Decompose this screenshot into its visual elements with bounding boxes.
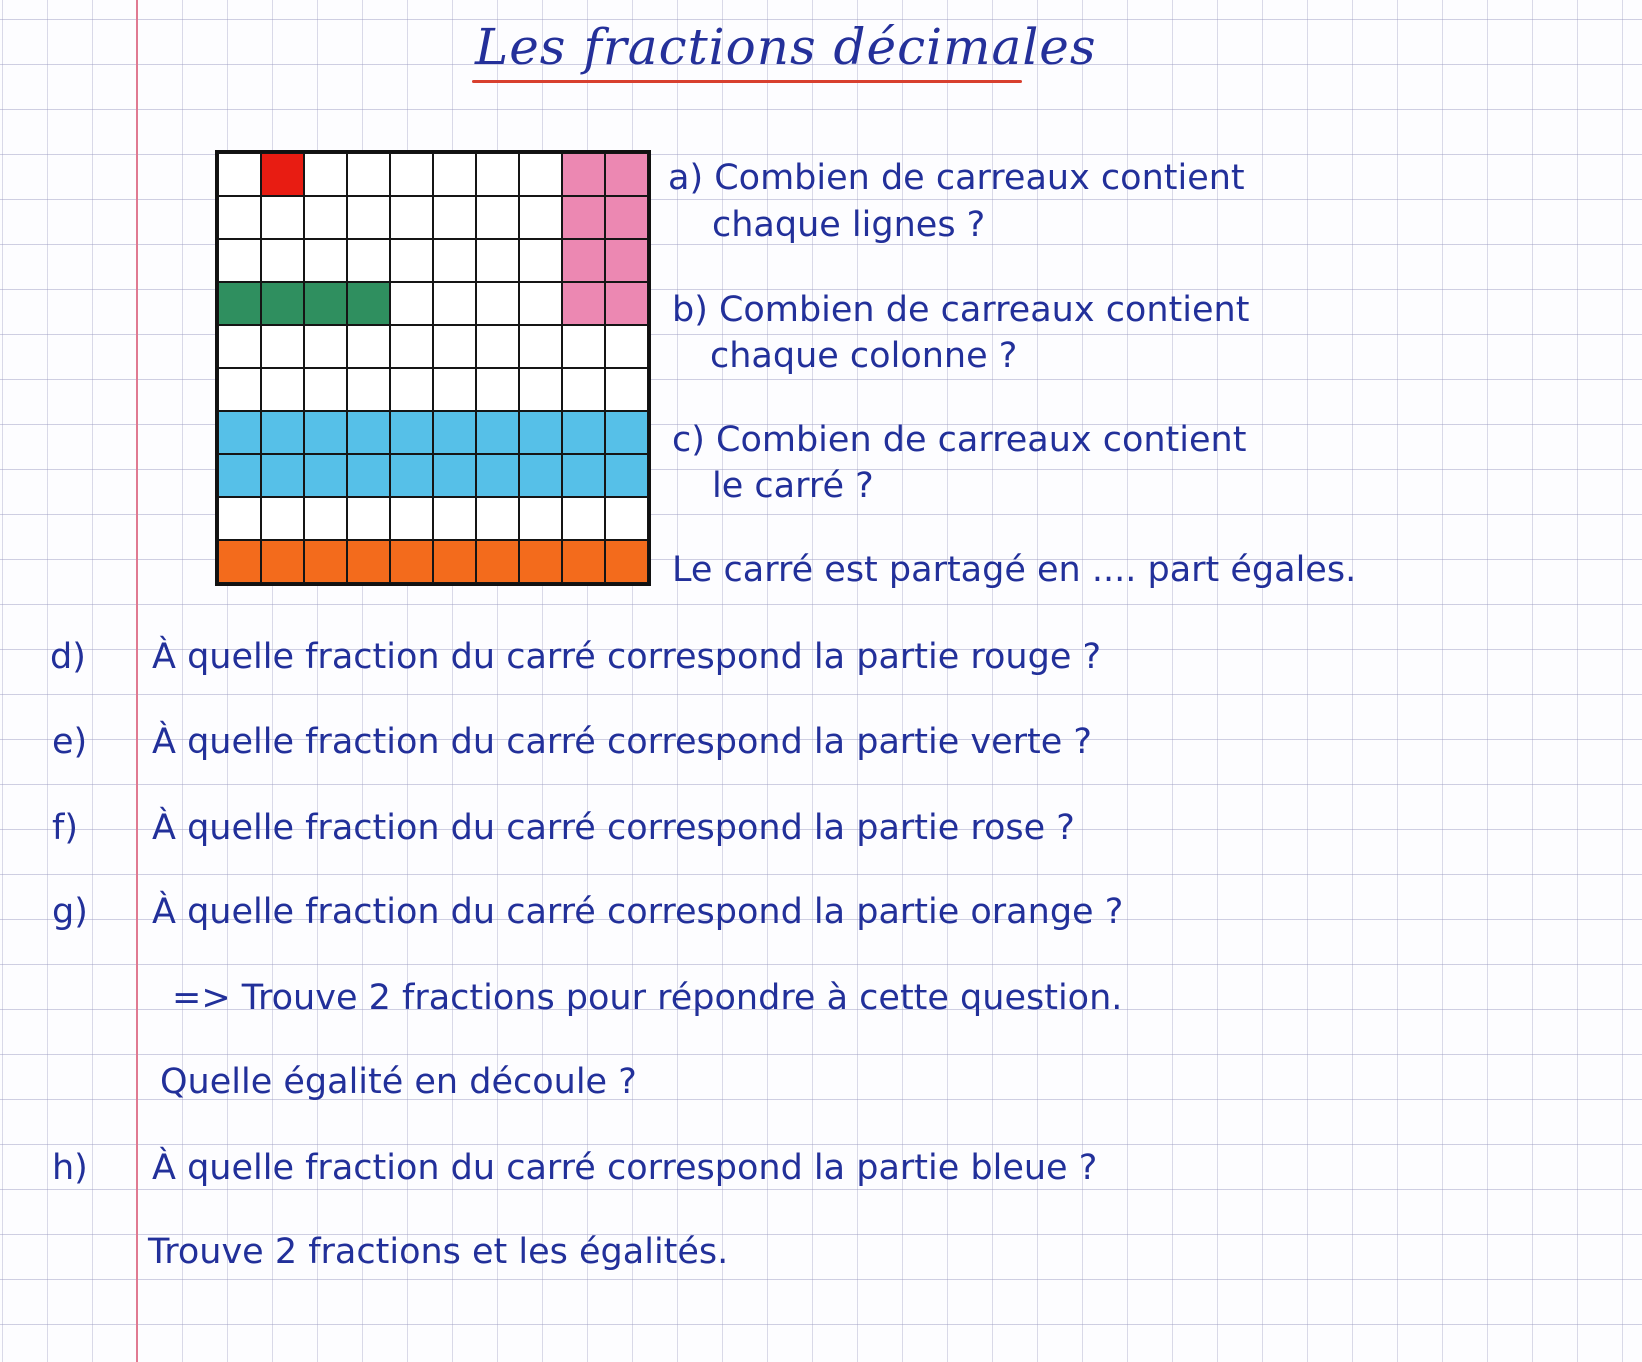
grid-cell-blue <box>261 411 304 454</box>
grid-cell-white <box>390 282 433 325</box>
grid-cell-orange <box>218 540 261 583</box>
grid-cell-white <box>304 497 347 540</box>
grid-cell-orange <box>433 540 476 583</box>
grid-cell-white <box>304 325 347 368</box>
grid-cell-white <box>433 282 476 325</box>
grid-cell-blue <box>476 411 519 454</box>
page-title: Les fractions décimales <box>475 18 1097 76</box>
grid-cell-white <box>218 497 261 540</box>
grid-cell-white <box>218 196 261 239</box>
question-h-hint: Trouve 2 fractions et les égalités. <box>148 1232 729 1272</box>
grid-cell-blue <box>218 454 261 497</box>
question-g-label: g) <box>52 892 88 932</box>
question-f: À quelle fraction du carré correspond la partie rose ? <box>152 808 1075 848</box>
grid-cell-white <box>433 153 476 196</box>
grid-cell-white <box>519 239 562 282</box>
question-f-label: f) <box>52 808 78 848</box>
grid-cell-blue <box>605 411 648 454</box>
grid-cell-blue <box>347 454 390 497</box>
grid-cell-white <box>347 196 390 239</box>
grid-cell-white <box>261 325 304 368</box>
grid-cell-pink <box>605 282 648 325</box>
question-g-equality: Quelle égalité en découle ? <box>160 1062 637 1102</box>
grid-cell-blue <box>433 454 476 497</box>
grid-cell-pink <box>562 196 605 239</box>
grid-cell-white <box>519 153 562 196</box>
question-h: À quelle fraction du carré correspond la partie bleue ? <box>152 1148 1098 1188</box>
grid-cell-white <box>347 325 390 368</box>
grid-cell-blue <box>605 454 648 497</box>
grid-cell-white <box>218 153 261 196</box>
grid-cell-white <box>390 239 433 282</box>
grid-cell-orange <box>605 540 648 583</box>
grid-cell-white <box>605 497 648 540</box>
grid-cell-orange <box>476 540 519 583</box>
grid-cell-white <box>605 325 648 368</box>
grid-cell-white <box>519 282 562 325</box>
grid-cell-pink <box>562 282 605 325</box>
question-g-hint: => Trouve 2 fractions pour répondre à cette question. <box>172 978 1123 1018</box>
grid-cell-white <box>562 368 605 411</box>
grid-cell-blue <box>476 454 519 497</box>
grid-cell-white <box>261 497 304 540</box>
grid-cell-white <box>476 196 519 239</box>
title-underline <box>472 80 1022 83</box>
grid-cell-white <box>304 239 347 282</box>
grid-cell-blue <box>218 411 261 454</box>
grid-cell-white <box>519 497 562 540</box>
grid-cell-white <box>519 368 562 411</box>
grid-cell-blue <box>261 454 304 497</box>
question-d: À quelle fraction du carré correspond la partie rouge ? <box>152 637 1102 677</box>
grid-cell-blue <box>433 411 476 454</box>
grid-cell-green <box>304 282 347 325</box>
grid-cell-blue <box>519 411 562 454</box>
grid-cell-white <box>390 497 433 540</box>
grid-cell-blue <box>519 454 562 497</box>
notebook-margin-line <box>136 0 138 1362</box>
grid-cell-white <box>476 497 519 540</box>
question-e: À quelle fraction du carré correspond la partie verte ? <box>152 722 1092 762</box>
grid-cell-green <box>218 282 261 325</box>
grid-cell-white <box>218 325 261 368</box>
grid-cell-white <box>476 239 519 282</box>
grid-cell-white <box>433 325 476 368</box>
grid-cell-blue <box>562 454 605 497</box>
grid-cell-white <box>304 153 347 196</box>
grid-cell-white <box>218 368 261 411</box>
grid-cell-white <box>562 497 605 540</box>
grid-cell-white <box>347 368 390 411</box>
question-e-label: e) <box>52 722 88 762</box>
grid-cell-pink <box>562 239 605 282</box>
grid-cell-blue <box>390 411 433 454</box>
grid-cell-white <box>433 368 476 411</box>
grid-cell-pink <box>605 153 648 196</box>
grid-cell-white <box>519 325 562 368</box>
grid-cell-green <box>347 282 390 325</box>
grid-cell-blue <box>347 411 390 454</box>
grid-cell-white <box>390 153 433 196</box>
grid-cell-orange <box>390 540 433 583</box>
grid-cell-green <box>261 282 304 325</box>
question-h-label: h) <box>52 1148 88 1188</box>
grid-cell-blue <box>390 454 433 497</box>
question-b-line1: b) Combien de carreaux contient <box>672 290 1250 330</box>
question-c-line1: c) Combien de carreaux contient <box>672 420 1247 460</box>
grid-cell-blue <box>304 411 347 454</box>
grid-cell-white <box>261 368 304 411</box>
grid-cell-pink <box>562 153 605 196</box>
grid-cell-orange <box>347 540 390 583</box>
question-g: À quelle fraction du carré correspond la partie orange ? <box>152 892 1124 932</box>
grid-cell-white <box>476 368 519 411</box>
grid-cell-white <box>390 368 433 411</box>
grid-cell-white <box>347 153 390 196</box>
grid-cell-white <box>433 497 476 540</box>
grid-cell-white <box>605 368 648 411</box>
grid-cell-pink <box>605 239 648 282</box>
grid-cell-white <box>433 196 476 239</box>
grid-cell-orange <box>519 540 562 583</box>
grid-cell-white <box>261 196 304 239</box>
grid-cell-white <box>519 196 562 239</box>
question-d-label: d) <box>50 637 86 677</box>
grid-cell-white <box>347 497 390 540</box>
partage-statement: Le carré est partagé en .... part égales. <box>672 550 1357 590</box>
grid-cell-pink <box>605 196 648 239</box>
question-b-line2: chaque colonne ? <box>710 336 1018 376</box>
grid-cell-red <box>261 153 304 196</box>
grid-cell-white <box>433 239 476 282</box>
grid-cell-white <box>476 325 519 368</box>
grid-cell-white <box>390 325 433 368</box>
grid-cell-orange <box>261 540 304 583</box>
question-a-line2: chaque lignes ? <box>712 205 986 245</box>
grid-cell-white <box>261 239 304 282</box>
grid-cell-white <box>218 239 261 282</box>
grid-cell-blue <box>304 454 347 497</box>
grid-cell-blue <box>562 411 605 454</box>
hundred-square-grid <box>215 150 651 586</box>
question-c-line2: le carré ? <box>712 466 874 506</box>
grid-cell-white <box>476 153 519 196</box>
question-a-line1: a) Combien de carreaux contient <box>668 158 1245 198</box>
grid-cell-white <box>562 325 605 368</box>
grid-cell-white <box>347 239 390 282</box>
grid-cell-white <box>476 282 519 325</box>
grid-cell-white <box>304 368 347 411</box>
grid-cell-white <box>304 196 347 239</box>
grid-cell-orange <box>304 540 347 583</box>
grid-cell-white <box>390 196 433 239</box>
grid-cell-orange <box>562 540 605 583</box>
